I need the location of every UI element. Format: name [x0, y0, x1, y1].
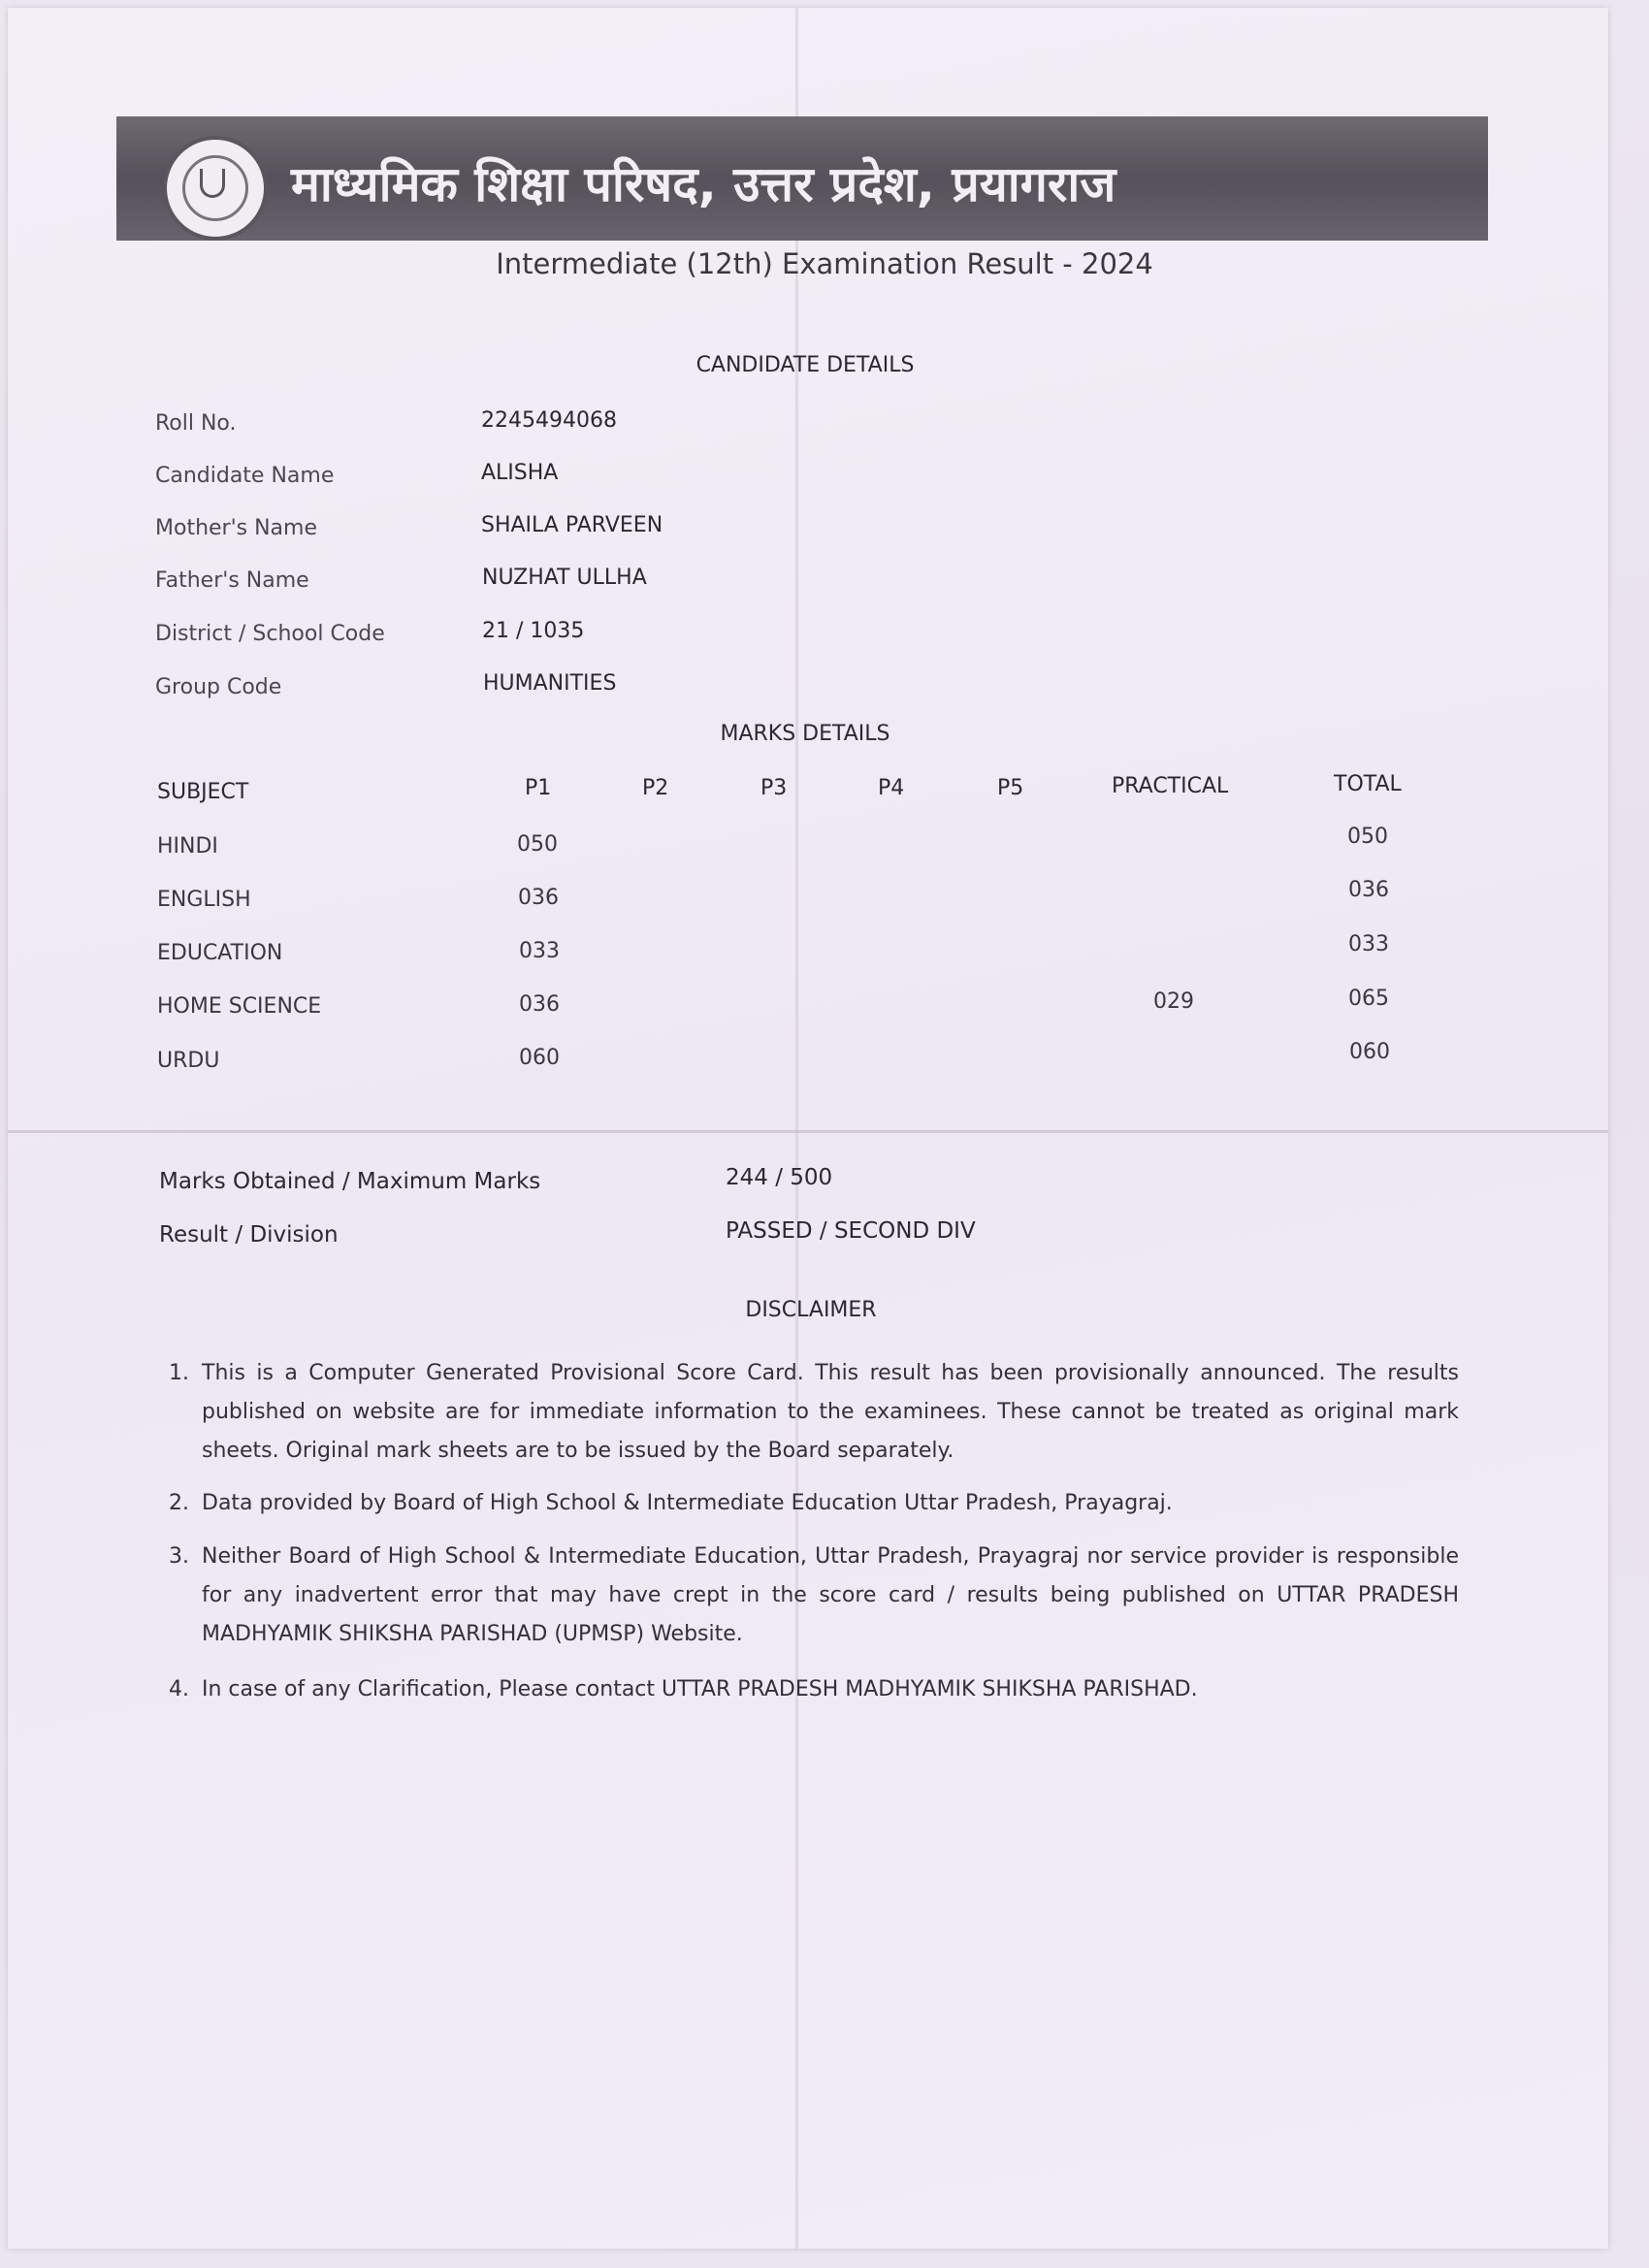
result-division-label: Result / Division	[159, 1222, 339, 1247]
p1-mark: 033	[519, 939, 560, 963]
mother-name-value: SHAILA PARVEEN	[481, 513, 663, 537]
group-code-value: HUMANITIES	[483, 671, 617, 696]
father-name-label: Father's Name	[155, 568, 309, 593]
practical-mark: 029	[1153, 989, 1194, 1014]
list-item	[169, 1538, 1459, 1654]
col-practical: PRACTICAL	[1112, 774, 1229, 798]
col-total: TOTAL	[1334, 772, 1402, 796]
total-mark: 060	[1349, 1040, 1390, 1064]
father-name-value: NUZHAT ULLHA	[482, 566, 647, 590]
item-text: Data provided by Board of High School & Intermediate Education Uttar Pradesh, Prayagraj.	[202, 1491, 1173, 1515]
district-school-code-label: District / School Code	[155, 622, 385, 646]
board-name: माध्यमिक शिक्षा परिषद, उत्तर प्रदेश, प्रयागराज	[291, 156, 1116, 212]
item-number: 4.	[169, 1677, 189, 1701]
p1-mark: 036	[518, 886, 559, 910]
emblem-shield	[200, 169, 225, 198]
total-mark: 033	[1348, 932, 1389, 956]
board-emblem-icon	[163, 136, 268, 241]
group-code-label: Group Code	[155, 675, 282, 699]
marks-section-title: MARKS DETAILS	[720, 722, 890, 746]
roll-no-value: 2245494068	[481, 408, 617, 433]
col-p2: P2	[642, 776, 669, 800]
disclaimer-title: DISCLAIMER	[745, 1298, 877, 1322]
col-subject: SUBJECT	[157, 780, 249, 804]
candidate-section-title: CANDIDATE DETAILS	[695, 353, 915, 377]
item-number: 3.	[169, 1544, 189, 1569]
mother-name-label: Mother's Name	[155, 516, 317, 540]
item-number: 2.	[169, 1491, 189, 1515]
col-p1: P1	[525, 776, 552, 800]
item-text: In case of any Clarification, Please contact UTTAR PRADESH MADHYAMIK SHIKSHA PARISHAD.	[202, 1677, 1198, 1701]
total-mark: 065	[1348, 987, 1389, 1011]
p1-mark: 050	[517, 832, 558, 857]
list-item	[169, 1484, 1459, 1523]
candidate-name-value: ALISHA	[481, 461, 559, 485]
subject-name: URDU	[157, 1049, 220, 1073]
total-mark: 050	[1347, 825, 1388, 849]
list-item	[169, 1670, 1459, 1709]
item-text: This is a Computer Generated Provisional Score Card. This result has been provisionally announced. The results published on website are for immediate information to the examinees. These cannot be treated as original mark sheets. Original mark sheets are to be issued by the Board separately.	[202, 1361, 1459, 1463]
result-title: Intermediate (12th) Examination Result - 2024	[496, 247, 1153, 280]
list-item	[169, 1354, 1459, 1471]
paper-fold-line	[8, 1130, 1608, 1133]
district-school-code-value: 21 / 1035	[482, 619, 585, 643]
subject-name: HOME SCIENCE	[157, 994, 322, 1019]
marks-obtained-label: Marks Obtained / Maximum Marks	[159, 1169, 541, 1194]
roll-no-label: Roll No.	[155, 411, 237, 436]
total-mark: 036	[1348, 878, 1389, 902]
item-text: Neither Board of High School & Intermediate Education, Uttar Pradesh, Prayagraj nor service provider is responsible for any inadvertent error that may have crept in the score card / results being published on UTTAR PRADESH MADHYAMIK SHIKSHA PARISHAD (UPMSP) Website.	[202, 1544, 1459, 1646]
subject-name: EDUCATION	[157, 941, 283, 965]
subject-name: ENGLISH	[157, 888, 251, 912]
col-p5: P5	[997, 776, 1024, 800]
p1-mark: 036	[519, 992, 560, 1017]
paper-fold-line	[795, 8, 798, 2249]
result-division-value: PASSED / SECOND DIV	[726, 1218, 976, 1244]
item-number: 1.	[169, 1361, 189, 1385]
result-sheet	[8, 8, 1608, 2249]
subject-name: HINDI	[157, 834, 218, 859]
marks-obtained-value: 244 / 500	[726, 1165, 833, 1190]
col-p3: P3	[760, 776, 788, 800]
col-p4: P4	[878, 776, 905, 800]
p1-mark: 060	[519, 1046, 560, 1070]
candidate-name-label: Candidate Name	[155, 464, 335, 488]
